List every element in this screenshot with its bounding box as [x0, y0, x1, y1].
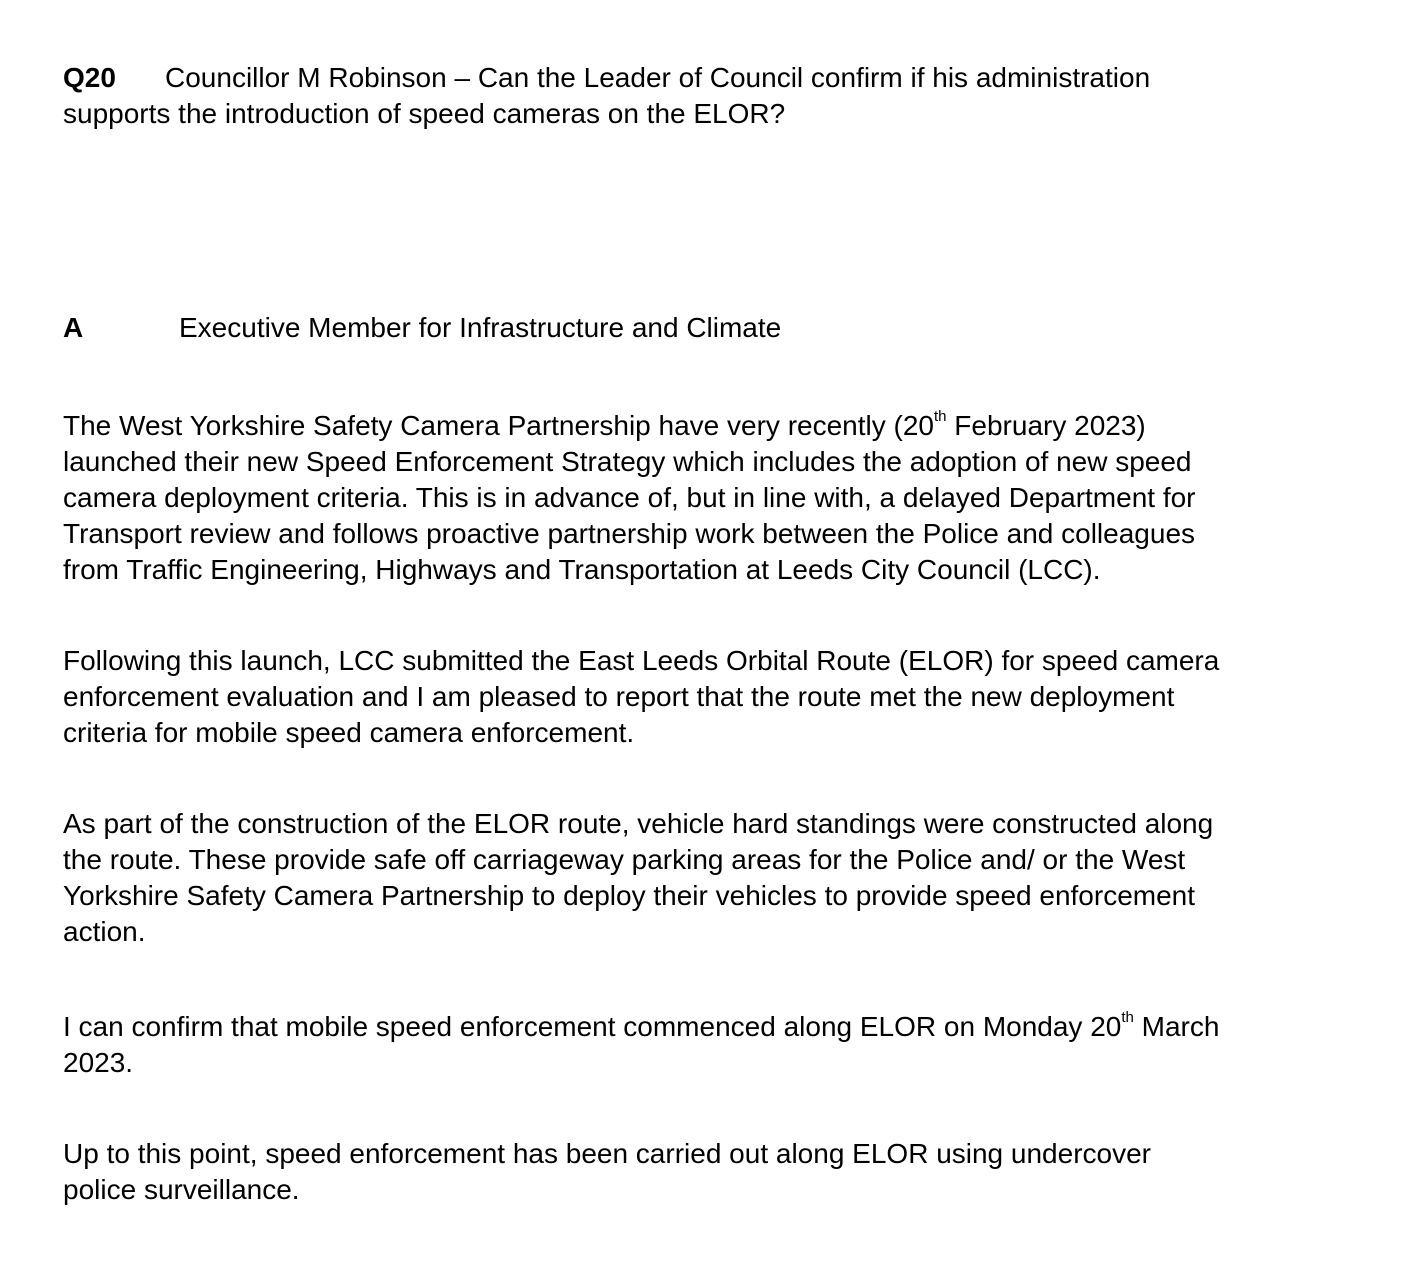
p4-line1-tail: March: [1133, 1011, 1220, 1042]
paragraph-2-line-3: criteria for mobile speed camera enforcement.: [63, 717, 635, 748]
paragraph-1-line-3: camera deployment criteria. This is in advance of, but in line with, a delayed Department for: [63, 482, 1196, 513]
answer-responder: Executive Member for Infrastructure and Climate: [179, 312, 782, 343]
paragraph-5-line-1: Up to this point, speed enforcement has been carried out along ELOR using undercover: [63, 1138, 1151, 1169]
question-text-line-2: supports the introduction of speed cameras on the ELOR?: [63, 98, 786, 129]
question-text-line-1: Councillor M Robinson – Can the Leader of Council confirm if his administration: [165, 62, 1151, 93]
paragraph-3-line-1: As part of the construction of the ELOR route, vehicle hard standings were constructed along: [63, 808, 1214, 839]
p1-line1-tail: February 2023): [946, 410, 1146, 441]
paragraph-1-line-1: [63, 408, 1363, 444]
p1-superscript: th: [934, 408, 947, 425]
p4-line1-text: I can confirm that mobile speed enforcement commenced along ELOR on Monday 20: [63, 1011, 1122, 1042]
paragraph-4-line-2: 2023.: [63, 1047, 134, 1078]
paragraph-1: [63, 408, 1363, 588]
answer-label: A: [63, 312, 84, 343]
paragraph-3-line-4: action.: [63, 916, 146, 947]
p1-line1-text: The West Yorkshire Safety Camera Partnership have very recently (20: [63, 410, 934, 441]
answer-header: [63, 310, 1363, 346]
question-line-1: [63, 60, 1363, 96]
question-block: [63, 60, 1363, 132]
paragraph-1-line-2: launched their new Speed Enforcement Strategy which includes the adoption of new speed: [63, 446, 1192, 477]
paragraph-5: [63, 1136, 1363, 1208]
paragraph-4-line-1: [63, 1009, 1363, 1045]
paragraph-3-line-2: the route. These provide safe off carriageway parking areas for the Police and/ or the West: [63, 844, 1186, 875]
paragraph-2-line-2: enforcement evaluation and I am pleased to report that the route met the new deployment: [63, 681, 1175, 712]
paragraph-3: [63, 806, 1363, 950]
paragraph-2: [63, 643, 1363, 751]
paragraph-2-line-1: Following this launch, LCC submitted the East Leeds Orbital Route (ELOR) for speed camera: [63, 645, 1220, 676]
paragraph-1-line-5: from Traffic Engineering, Highways and Transportation at Leeds City Council (LCC).: [63, 554, 1101, 585]
paragraph-3-line-3: Yorkshire Safety Camera Partnership to deploy their vehicles to provide speed enforcement: [63, 880, 1196, 911]
p4-superscript: th: [1121, 1009, 1134, 1026]
paragraph-1-line-4: Transport review and follows proactive partnership work between the Police and colleagues: [63, 518, 1196, 549]
paragraph-5-line-2: police surveillance.: [63, 1174, 300, 1205]
question-number: Q20: [63, 62, 116, 93]
paragraph-4: [63, 1009, 1363, 1081]
